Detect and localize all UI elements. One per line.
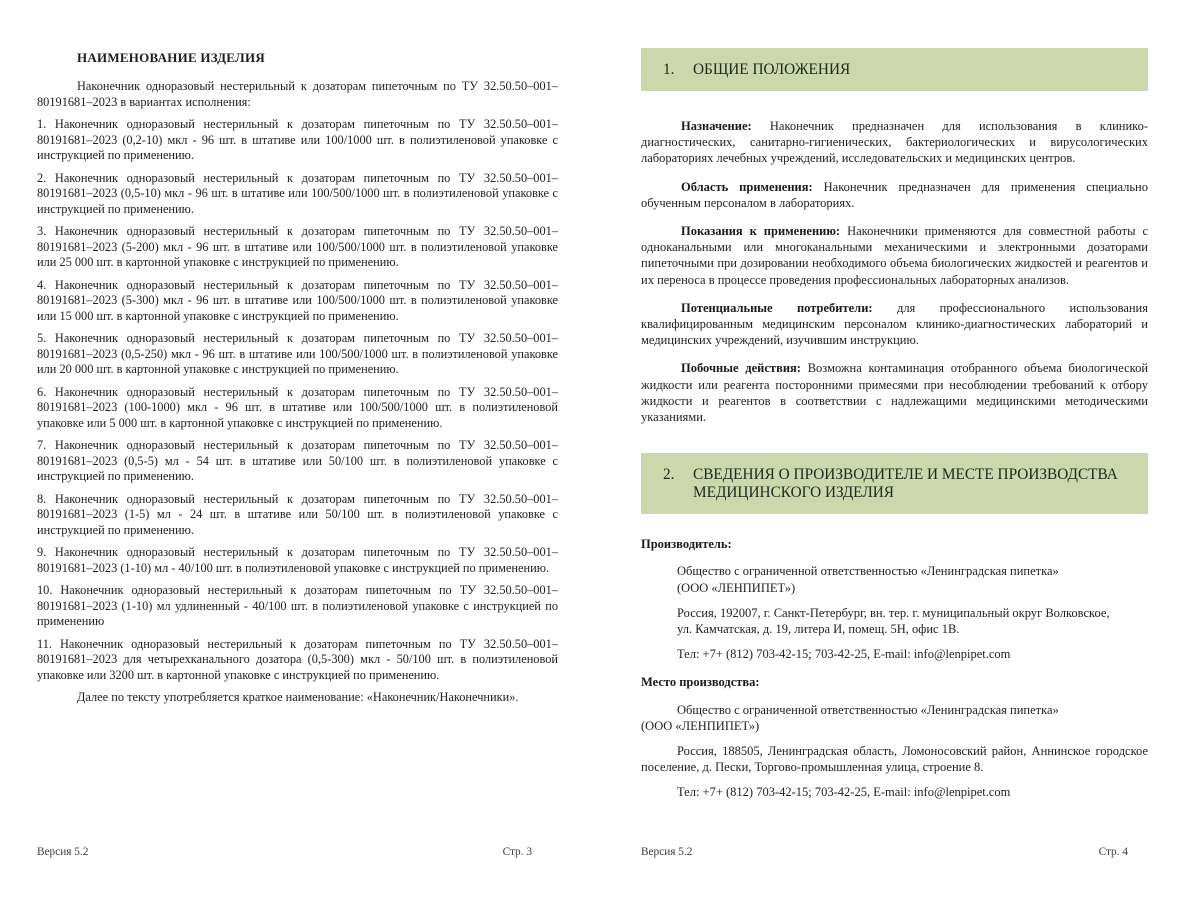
paragraph-naznachenie: Назначение: Наконечник предназначен для использования в клинико-диагностических, санитарно-гигиенических, бактериологических и вирусологических лабораториях лечебных учреждений, исследовательских и медицинских центров. <box>641 119 1148 166</box>
document-page-left <box>37 0 558 900</box>
product-variant-1: 1. Наконечник одноразовый нестерильный к дозаторам пипеточным по ТУ 32.50.50–001–80191681–2023 (0,2-10) мкл - 96 шт. в штативе или 100/1000 шт. в полиэтиленовой упаковке с инструкцией по применению. <box>37 117 558 162</box>
paragraph-potrebiteli: Потенциальные потребители: для профессионального использования квалифицированным медицинским персоналом клинико-диагностических лабораторий и медицинских учреждений, изучившим инструкцию. <box>641 300 1148 348</box>
product-variant-9: 9. Наконечник одноразовый нестерильный к дозаторам пипеточным по ТУ 32.50.50–001–80191681–2023 (1-10) мл - 40/100 шт. в полиэтиленовой упаковке с инструкцией по применению. <box>37 545 558 575</box>
page-title: НАИМЕНОВАНИЕ ИЗДЕЛИЯ <box>77 50 265 65</box>
section-number: 2. <box>663 466 675 484</box>
footer-page-3 <box>37 846 532 858</box>
paragraph-pokazaniya: Показания к применению: Наконечники применяются для совместной работы с одноканальными или многоканальными механическими и электронными дозаторами пипеточными при дозировании необходимого объема биологических жидкостей и реагентов и их переноса в процессе проведения профессиональных лабораторных анализов. <box>641 224 1148 287</box>
section-header-manufacturer <box>641 453 1148 514</box>
production-site-name: Общество с ограниченной ответственностью «Ленинградская пипетка» (ООО «ЛЕНПИПЕТ») <box>641 702 1059 733</box>
product-variant-7: 7. Наконечник одноразовый нестерильный к дозаторам пипеточным по ТУ 32.50.50–001–80191681–2023 (0,5-5) мл - 54 шт. в штативе или 50/100 шт. в полиэтиленовой упаковке с инструкцией по применению. <box>37 438 558 483</box>
section-number: 1. <box>663 61 675 78</box>
footer-page-number: Стр. 3 <box>502 846 532 858</box>
intro-paragraph: Наконечник одноразовый нестерильный к дозаторам пипеточным по ТУ 32.50.50–001–80191681–2023 в вариантах исполнения: <box>37 79 558 109</box>
manufacturer-label: Производитель: <box>641 537 732 552</box>
product-variant-2: 2. Наконечник одноразовый нестерильный к дозаторам пипеточным по ТУ 32.50.50–001–80191681–2023 (0,5-10) мкл - 96 шт. в штативе или 100/500/1000 шт. в полиэтиленовой упаковке с инструкцией по применению. <box>37 170 558 216</box>
product-variant-10: 10. Наконечник одноразовый нестерильный к дозаторам пипеточным по ТУ 32.50.50–001–80191681–2023 (1-10) мл удлиненный - 40/100 шт. в полиэтиленовой упаковке с инструкцией по применению <box>37 583 558 628</box>
document-page-right <box>641 0 1148 900</box>
footer-page-number: Стр. 4 <box>1098 846 1128 858</box>
section-header-general <box>641 48 1148 91</box>
product-variant-11: 11. Наконечник одноразовый нестерильный к дозаторам пипеточным по ТУ 32.50.50–001–80191681–2023 для четырехканального дозатора (0,5-300) мкл - 50/100 шт. в полиэтиленовой упаковке или 3200 шт. в картонной упаковке с инструкцией по применению. <box>37 636 558 682</box>
paragraph-oblast: Область применения: Наконечник предназначен для применения специально обученным персоналом в лабораториях. <box>641 179 1148 210</box>
short-name-note: Далее по тексту употребляется краткое наименование: «Наконечник/Наконечники». <box>77 690 519 704</box>
footer-version: Версия 5.2 <box>641 846 693 858</box>
footer-page-4 <box>641 846 1128 858</box>
footer-version: Версия 5.2 <box>37 846 89 858</box>
manufacturer-phone: Тел: +7+ (812) 703-42-15; 703-42-25, E-mail: info@lenpipet.com <box>677 647 1011 662</box>
production-site-label: Место производства: <box>641 675 760 690</box>
product-variant-8: 8. Наконечник одноразовый нестерильный к дозаторам пипеточным по ТУ 32.50.50–001–80191681–2023 (1-5) мл - 24 шт. в штативе или 50/100 шт. в полиэтиленовой упаковке с инструкцией по применению. <box>37 491 558 537</box>
product-variant-6: 6. Наконечник одноразовый нестерильный к дозаторам пипеточным по ТУ 32.50.50–001–80191681–2023 (100-1000) мкл - 96 шт. в штативе или 100/500/1000 шт. в полиэтиленовой упаковке или 5 000 шт. в картонной упаковке с инструкцией по применению. <box>37 384 558 430</box>
paragraph-pobochnye: Побочные действия: Возможна контаминация отобранного объема биологической жидкости или реагента посторонними примесями при несоблюдении требований к отбору жидкости и реагентов в соответствии с надлежащими медицинскими методическими указаниями. <box>641 361 1149 425</box>
product-variant-5: 5. Наконечник одноразовый нестерильный к дозаторам пипеточным по ТУ 32.50.50–001–80191681–2023 (0,5-250) мкл - 96 шт. в штативе или 100/500/1000 шт. в полиэтиленовой упаковке или 20 000 шт. в картонной упаковке с инструкцией по применению. <box>37 331 558 376</box>
product-variant-4: 4. Наконечник одноразовый нестерильный к дозаторам пипеточным по ТУ 32.50.50–001–80191681–2023 (5-300) мкл - 96 шт. в штативе или 100/500/1000 шт. в полиэтиленовой упаковке или 15 000 шт. в картонной упаковке с инструкцией по применению. <box>37 277 558 323</box>
manufacturer-address: Россия, 192007, г. Санкт-Петербург, вн. тер. г. муниципальный округ Волковское, ул. Камчатская, д. 19, литера И, помещ. 5Н, офис 1В. <box>677 605 1110 637</box>
product-variant-3: 3. Наконечник одноразовый нестерильный к дозаторам пипеточным по ТУ 32.50.50–001–80191681–2023 (5-200) мкл - 96 шт. в штативе или 100/500/1000 шт. в полиэтиленовой упаковке или 25 000 шт. в картонной упаковке с инструкцией по применению. <box>37 224 558 269</box>
section-heading: ОБЩИЕ ПОЛОЖЕНИЯ <box>693 61 851 78</box>
production-site-phone: Тел: +7+ (812) 703-42-15; 703-42-25, E-mail: info@lenpipet.com <box>677 785 1011 800</box>
production-site-address: Россия, 188505, Ленинградская область, Ломоносовский район, Аннинское городское поселение, д. Пески, Торгово-промышленная улица, строение 8. <box>641 744 1148 775</box>
section-heading: СВЕДЕНИЯ О ПРОИЗВОДИТЕЛЕ И МЕСТЕ ПРОИЗВОДСТВА МЕДИЦИНСКОГО ИЗДЕЛИЯ <box>693 466 1118 502</box>
manufacturer-name: Общество с ограниченной ответственностью «Ленинградская пипетка» (ООО «ЛЕНПИПЕТ») <box>677 564 1059 595</box>
